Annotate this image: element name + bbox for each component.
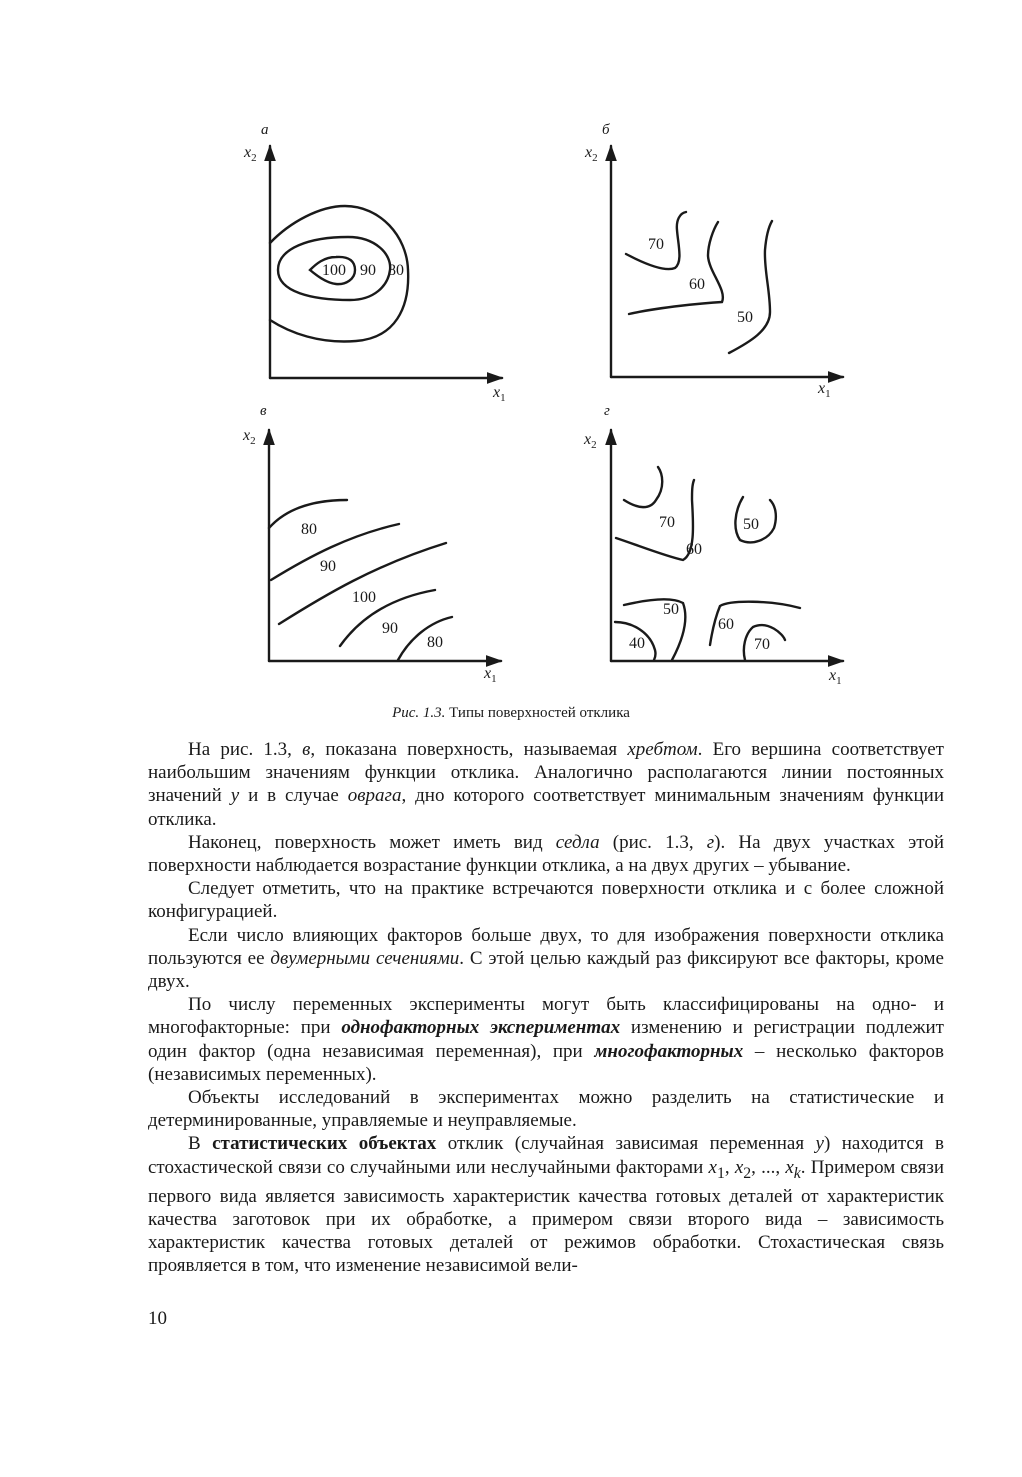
panel-g-label-50-bottom: 50 bbox=[663, 601, 679, 618]
text-run: , bbox=[724, 1156, 735, 1178]
panel-g-letter: г bbox=[604, 403, 610, 419]
paragraph bbox=[148, 1086, 944, 1132]
var: x bbox=[244, 144, 252, 161]
sub: 2 bbox=[250, 435, 256, 447]
term-multi-factor: многофакторных bbox=[594, 1040, 744, 1062]
text-run: и в случае bbox=[239, 785, 348, 807]
panel-a-y-axis-label bbox=[243, 144, 257, 164]
panel-v-label-90-upper: 90 bbox=[320, 558, 336, 575]
panel-a bbox=[270, 146, 502, 378]
var: x bbox=[243, 427, 251, 444]
text-run: В bbox=[188, 1133, 213, 1155]
panel-v-y-axis-label bbox=[242, 427, 256, 447]
figure-caption bbox=[0, 705, 1022, 722]
text-run: ) находится в стохастической связи со случайными или неслучайными факторами bbox=[148, 1133, 944, 1178]
text-run: (рис. 1.3, bbox=[599, 831, 707, 853]
var-x: x bbox=[785, 1156, 794, 1178]
text-run: , показана поверхность, называемая bbox=[310, 739, 628, 760]
term-statistical-objects: статистических объектах bbox=[212, 1133, 437, 1155]
sub: 1 bbox=[500, 392, 506, 404]
var: x bbox=[493, 384, 501, 401]
text-run: , дно которого соответствует минимальным значениям функции отклика. bbox=[148, 785, 944, 830]
page-number: 10 bbox=[148, 1308, 167, 1329]
text-run: ). На двух участках этой поверхности наблюдается возрастание функции отклика, а на двух других – убывание. bbox=[148, 831, 944, 877]
text-run: , ..., bbox=[751, 1156, 786, 1178]
sub: 1 bbox=[825, 388, 831, 400]
var-y: y bbox=[230, 785, 240, 807]
panel-a-label-100: 100 bbox=[322, 262, 346, 279]
paragraph bbox=[148, 877, 944, 923]
text-run: . С этой целью каждый раз фиксируют все факторы, кроме двух. bbox=[148, 947, 944, 993]
sub: 2 bbox=[743, 1164, 752, 1182]
var: x bbox=[584, 431, 592, 448]
sub: 1 bbox=[716, 1164, 725, 1182]
text-run-italic: г bbox=[706, 831, 715, 853]
panel-b-label-50: 50 bbox=[737, 309, 753, 326]
text-run: Наконец, поверхность может иметь вид bbox=[188, 831, 556, 853]
caption-text: Типы поверхностей отклика bbox=[445, 705, 630, 721]
term-single-factor: однофакторных экспериментах bbox=[341, 1017, 621, 1039]
sub-k: k bbox=[793, 1164, 801, 1182]
panel-b-x-axis-label bbox=[817, 380, 831, 400]
panel-b-y-axis-label bbox=[584, 144, 598, 164]
panel-v-contour-80-lower bbox=[398, 617, 452, 660]
text-run: отклик (случайная зависимая переменная bbox=[436, 1133, 816, 1155]
paragraph bbox=[148, 924, 944, 994]
var: x bbox=[585, 144, 593, 161]
caption-label: Рис. 1.3. bbox=[392, 705, 446, 721]
panel-g-label-70-bottom: 70 bbox=[754, 636, 770, 653]
panel-v-label-100: 100 bbox=[352, 589, 376, 606]
term-ridge: хребтом bbox=[627, 739, 698, 760]
text-run: На рис. 1.3, bbox=[188, 739, 303, 760]
panel-g-x-axis-label bbox=[828, 667, 842, 687]
term-2d-sections: двумерными сечениями bbox=[270, 947, 460, 969]
panel-v-label-80-upper: 80 bbox=[301, 521, 317, 538]
sub: 1 bbox=[491, 673, 497, 685]
text-run-italic: в bbox=[302, 739, 311, 760]
text-run: . Его вершина соответствует наибольшим значениям функции отклика. Аналогично располагаются линии постоянных значений bbox=[148, 739, 944, 807]
text-run: Объекты исследований в экспериментах можно разделить на статистические и детерминированные, управляемые и неуправляемые. bbox=[148, 1087, 944, 1132]
panel-b-letter: б bbox=[602, 122, 610, 138]
panel-a-letter: а bbox=[261, 122, 269, 138]
sub: 2 bbox=[251, 152, 257, 164]
paragraph bbox=[148, 831, 944, 877]
panel-b-label-60: 60 bbox=[689, 276, 705, 293]
panel-v-label-80-lower: 80 bbox=[427, 634, 443, 651]
panel-v-x-axis-label bbox=[483, 665, 497, 685]
text-run: . Примером связи первого вида является зависимость характеристик качества готовых деталей от характеристик качества заготовок при их обработке, а примером связи второго вида – зависимость характеристик качества готовых деталей от режимов обработки. Стохастическая связь проявляется в том, что изменение независимой вели- bbox=[148, 1156, 945, 1277]
body-text bbox=[148, 738, 944, 1277]
paragraph bbox=[148, 738, 944, 831]
panel-g-contour-70-top bbox=[624, 467, 662, 507]
panel-g-contour-60-top bbox=[616, 480, 694, 560]
panel-v-contour-100 bbox=[279, 543, 446, 624]
paragraph bbox=[148, 993, 944, 1086]
text-run: – несколько факторов (независимых переменных). bbox=[148, 1040, 944, 1085]
panel-g-label-60-bottom: 60 bbox=[718, 616, 734, 633]
var-y: y bbox=[815, 1133, 824, 1155]
var: x bbox=[484, 665, 492, 682]
panel-g-label-40: 40 bbox=[629, 635, 645, 652]
var-x: x bbox=[708, 1156, 717, 1178]
text-run: изменению и регистрации подлежит один фактор (одна независимая переменная), при bbox=[148, 1017, 944, 1062]
sub: 2 bbox=[592, 152, 598, 164]
panel-b-label-70: 70 bbox=[648, 236, 664, 253]
text-run: Если число влияющих факторов больше двух, то для изображения поверхности отклика пользуются ее bbox=[148, 924, 944, 969]
panel-v-letter: в bbox=[260, 403, 267, 419]
panel-a-label-90: 90 bbox=[360, 262, 376, 279]
term-saddle: седла bbox=[555, 831, 600, 853]
text-run: Следует отметить, что на практике встречаются поверхности отклика и с более сложной конфигурацией. bbox=[148, 878, 944, 923]
figure-response-surfaces bbox=[0, 0, 1022, 700]
panel-g-label-70-top: 70 bbox=[659, 514, 675, 531]
panel-b bbox=[611, 146, 843, 377]
panel-a-label-80: 80 bbox=[388, 262, 404, 279]
sub: 2 bbox=[591, 439, 597, 451]
panel-v-label-90-lower: 90 bbox=[382, 620, 398, 637]
text-run: По числу переменных эксперименты могут быть классифицированы на одно- и многофакторные: при bbox=[148, 994, 944, 1039]
var-x: x bbox=[734, 1156, 744, 1178]
paragraph bbox=[148, 1132, 944, 1277]
var: x bbox=[818, 380, 826, 397]
panel-b-contour-50 bbox=[729, 221, 772, 353]
panel-a-x-axis-label bbox=[492, 384, 506, 404]
panel-g-label-60-top: 60 bbox=[686, 541, 702, 558]
panel-g-y-axis-label bbox=[583, 431, 597, 451]
sub: 1 bbox=[836, 675, 842, 687]
panel-g-label-50-top: 50 bbox=[743, 516, 759, 533]
var: x bbox=[829, 667, 837, 684]
term-ravine: оврага bbox=[347, 785, 402, 807]
